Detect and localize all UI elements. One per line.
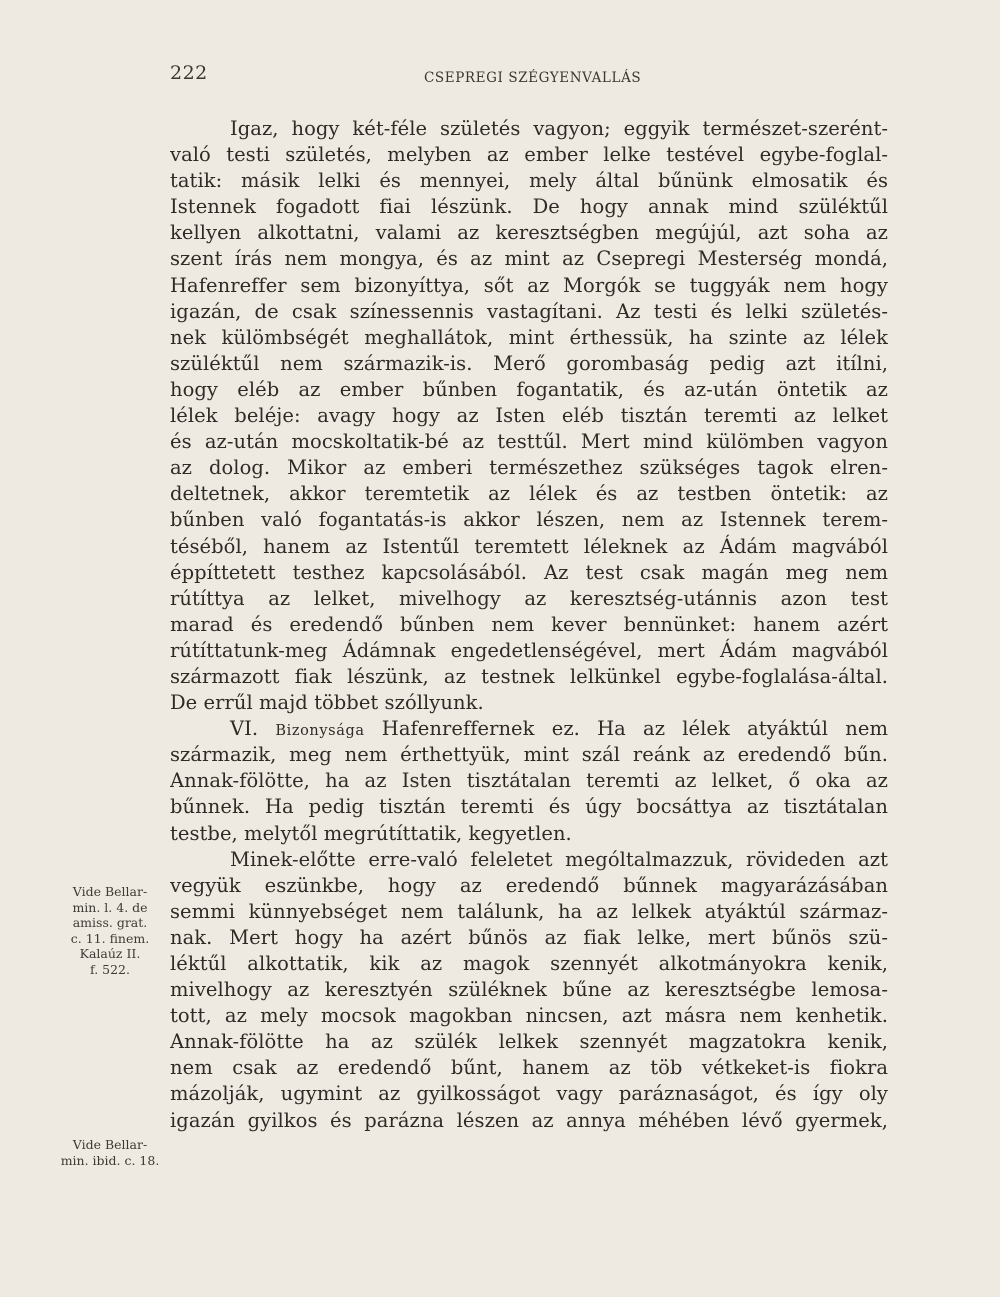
text-line: szent írás nem mongya, és az mint az Csepregi Mesterség mondá, bbox=[170, 247, 888, 271]
text-line: De errűl majd többet szóllyunk. bbox=[170, 691, 484, 715]
margin-note-line: Vide Bellar- bbox=[72, 884, 148, 899]
text-line: lélek beléje: avagy hogy az Isten eléb tisztán teremti az lelket bbox=[170, 404, 888, 428]
text-line: mivelhogy az keresztyén szüléknek bűne az keresztségbe lemosa- bbox=[170, 978, 888, 1002]
text-line: Minek-előtte erre-való feleletet mególtalmazzuk, rövideden azt bbox=[230, 847, 888, 871]
text-line: Hafenreffer sem bizonyíttya, sőt az Morgók se tuggyák nem hogy bbox=[170, 273, 888, 297]
text-line: léktűl alkottatik, kik az magok szennyét alkotmányokra kenik, bbox=[170, 952, 888, 975]
section-vi-label: VI. bbox=[230, 717, 259, 741]
text-line: marad és eredendő bűnben nem kever bennünket: hanem azért bbox=[170, 612, 888, 636]
text-line: rútíttatunk-meg Ádámnak engedetlenségével, mert Ádám magvából bbox=[170, 638, 888, 662]
text-line: és az-után mocskoltatik-bé az testtűl. Mert mind külömben vagyon bbox=[170, 430, 888, 454]
text-line: éppíttetett testhez kapcsolásából. Az test csak magán meg nem bbox=[170, 560, 888, 584]
section-vi-first-line bbox=[170, 716, 888, 742]
margin-note-line: amiss. grat. bbox=[72, 915, 148, 930]
text-line: Annak-fölötte ha az szülék lelkek szennyét magzatokra kenik, bbox=[170, 1030, 888, 1054]
text-line: testbe, melytől megrútíttatik, kegyetlen. bbox=[170, 821, 572, 845]
text-line: kellyen alkottatni, valami az keresztségben megújúl, azt soha az bbox=[170, 221, 888, 245]
text-line: igazán gyilkos és parázna lészen az annya méhében lévő gyermek, bbox=[170, 1108, 888, 1132]
text-line: hogy eléb az ember bűnben fogantatik, és az-után öntetik az bbox=[170, 377, 888, 401]
text-line: bűnben való fogantatás-is akkor lészen, nem az Istennek terem- bbox=[170, 508, 888, 532]
text-line: deltetnek, akkor teremtetik az lélek és az testben öntetik: az bbox=[170, 482, 888, 506]
text-line: téséből, hanem az Istentűl teremtett léleknek az Ádám magvából bbox=[170, 534, 888, 558]
text-line: szüléktűl nem származik-is. Merő gorombaság pedig azt itílni, bbox=[170, 351, 888, 375]
text-line: származott fiak lészünk, az testnek lelkünkel egybe-foglalása-által. bbox=[170, 664, 888, 688]
text-line: mázolják, ugymint az gyilkosságot vagy paráznaságot, és így oly bbox=[170, 1082, 888, 1106]
margin-note-line: c. 11. finem. bbox=[70, 930, 150, 946]
text-line: vegyük eszünkbe, hogy az eredendő bűnnek magyarázásában bbox=[170, 873, 888, 897]
text-line: való testi születés, melyben az ember lelke testével egybe-foglal- bbox=[170, 143, 888, 167]
text-line: tatik: másik lelki és mennyei, mely által bűnünk elmosatik és bbox=[170, 169, 888, 193]
text-line: tott, az mely mocsok magokban nincsen, azt másra nem kenhetik. bbox=[170, 1004, 888, 1028]
margin-note-reference bbox=[56, 1137, 164, 1168]
text-line: semmi künnyebséget nem találunk, ha az lelkek atyáktúl származ- bbox=[170, 899, 888, 923]
text-line: az dolog. Mikor az emberi természethez szükséges tagok elren- bbox=[170, 456, 888, 480]
text-line: igazán, de csak színessennis vastagítani. Az testi és lelki születés- bbox=[170, 299, 888, 323]
margin-note-line: f. 522. bbox=[90, 961, 130, 977]
text-line: bűnnek. Ha pedig tisztán teremti és úgy bocsáttya az tisztátalan bbox=[170, 795, 888, 819]
margin-note-reference bbox=[56, 884, 164, 977]
page-number: 222 bbox=[170, 62, 208, 84]
text-line: származik, meg nem érthettyük, mint szál reánk az eredendő bűn. bbox=[170, 743, 888, 767]
body-text bbox=[170, 116, 888, 1134]
margin-note-line: min. ibid. c. 18. bbox=[60, 1152, 160, 1168]
section-vi-heading: Bizonysága bbox=[275, 723, 365, 740]
page-header bbox=[170, 62, 888, 102]
section-vi-text: Hafenreffernek ez. Ha az lélek atyáktúl nem bbox=[381, 717, 888, 741]
text-line: Annak-fölötte, ha az Isten tisztátalan teremti az lelket, ő oka az bbox=[170, 769, 888, 793]
text-line: nak. Mert hogy ha azért bűnös az fiak lelke, mert bűnös szü- bbox=[170, 925, 888, 949]
text-line: nem csak az eredendő bűnt, hanem az töb vétkeket-is fiokra bbox=[170, 1056, 888, 1080]
text-line: Istennek fogadott fiai lészünk. De hogy annak mind szüléktűl bbox=[170, 195, 888, 219]
running-head: CSEPREGI SZÉGYENVALLÁS bbox=[424, 70, 642, 86]
margin-note-line: min. l. 4. de bbox=[72, 899, 148, 915]
margin-note-line: Vide Bellar- bbox=[72, 1137, 148, 1152]
text-line: Igaz, hogy két-féle születés vagyon; eggyik természet-szerént- bbox=[230, 117, 888, 140]
text-line: nek külömbségét meghallátok, mint érthessük, ha szinte az lélek bbox=[170, 325, 888, 349]
margin-note-line: Kalaúz II. bbox=[79, 946, 141, 961]
text-line: rútíttya az lelket, mivelhogy az keresztség-utánnis azon test bbox=[170, 586, 888, 610]
